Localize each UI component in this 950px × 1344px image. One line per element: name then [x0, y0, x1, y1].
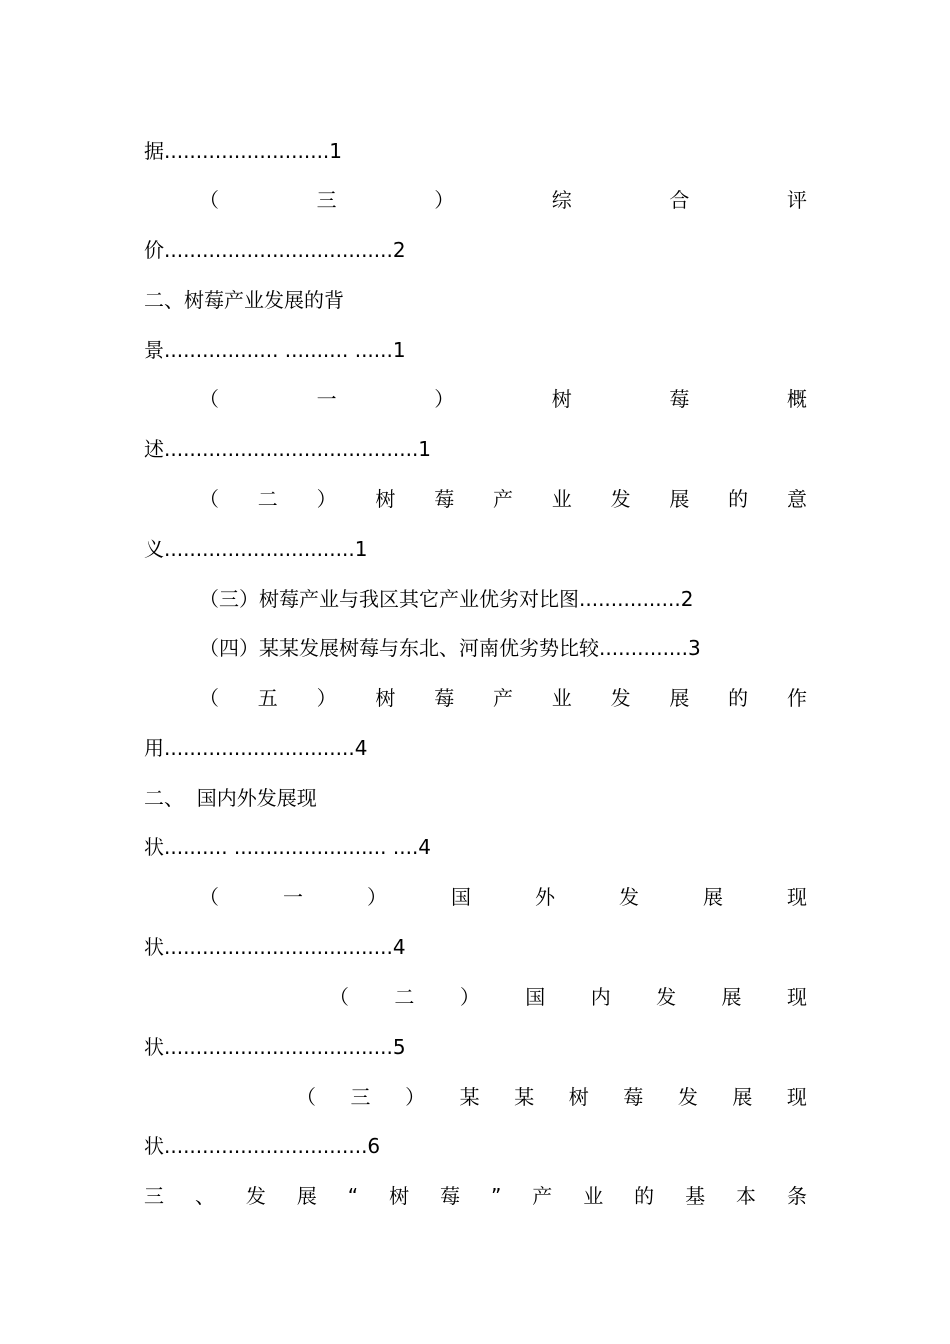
- toc-line-18: （ 二 ） 国 内 发 展 现: [329, 985, 807, 1009]
- toc-line-6: （ 一 ） 树 莓 概: [199, 387, 807, 411]
- toc-line-11: （四）某某发展树莓与东北、河南优劣势比较..............3: [199, 636, 701, 660]
- toc-line-17: 状....................................4: [144, 935, 406, 959]
- toc-line-21: 状................................6: [144, 1134, 381, 1158]
- toc-line-20: （ 三 ） 某 某 树 莓 发 展 现: [296, 1085, 807, 1109]
- toc-line-12: （ 五 ） 树 莓 产 业 发 展 的 作: [199, 686, 807, 710]
- toc-line-13: 用..............................4: [144, 736, 368, 760]
- toc-line-3: 价....................................2: [144, 238, 406, 262]
- toc-line-4: 二、树莓产业发展的背: [144, 288, 344, 312]
- toc-line-1: 据..........................1: [144, 139, 343, 163]
- toc-line-19: 状....................................5: [144, 1035, 406, 1059]
- toc-line-7: 述........................................1: [144, 437, 432, 461]
- toc-line-8: （ 二 ） 树 莓 产 业 发 展 的 意: [199, 487, 807, 511]
- toc-line-2: （ 三 ） 综 合 评: [199, 188, 807, 212]
- toc-line-22: 三 、 发 展 “ 树 莓 ” 产 业 的 基 本 条: [144, 1184, 807, 1208]
- toc-line-14: 二、 国内外发展现: [144, 786, 317, 810]
- toc-line-15: 状.......... ........................ ....4: [144, 835, 432, 859]
- toc-line-10: （三）树莓产业与我区其它产业优劣对比图................2: [199, 587, 694, 611]
- toc-line-16: （ 一 ） 国 外 发 展 现: [199, 885, 807, 909]
- toc-line-9: 义..............................1: [144, 537, 368, 561]
- toc-line-5: 景.................. .......... ......1: [144, 338, 406, 362]
